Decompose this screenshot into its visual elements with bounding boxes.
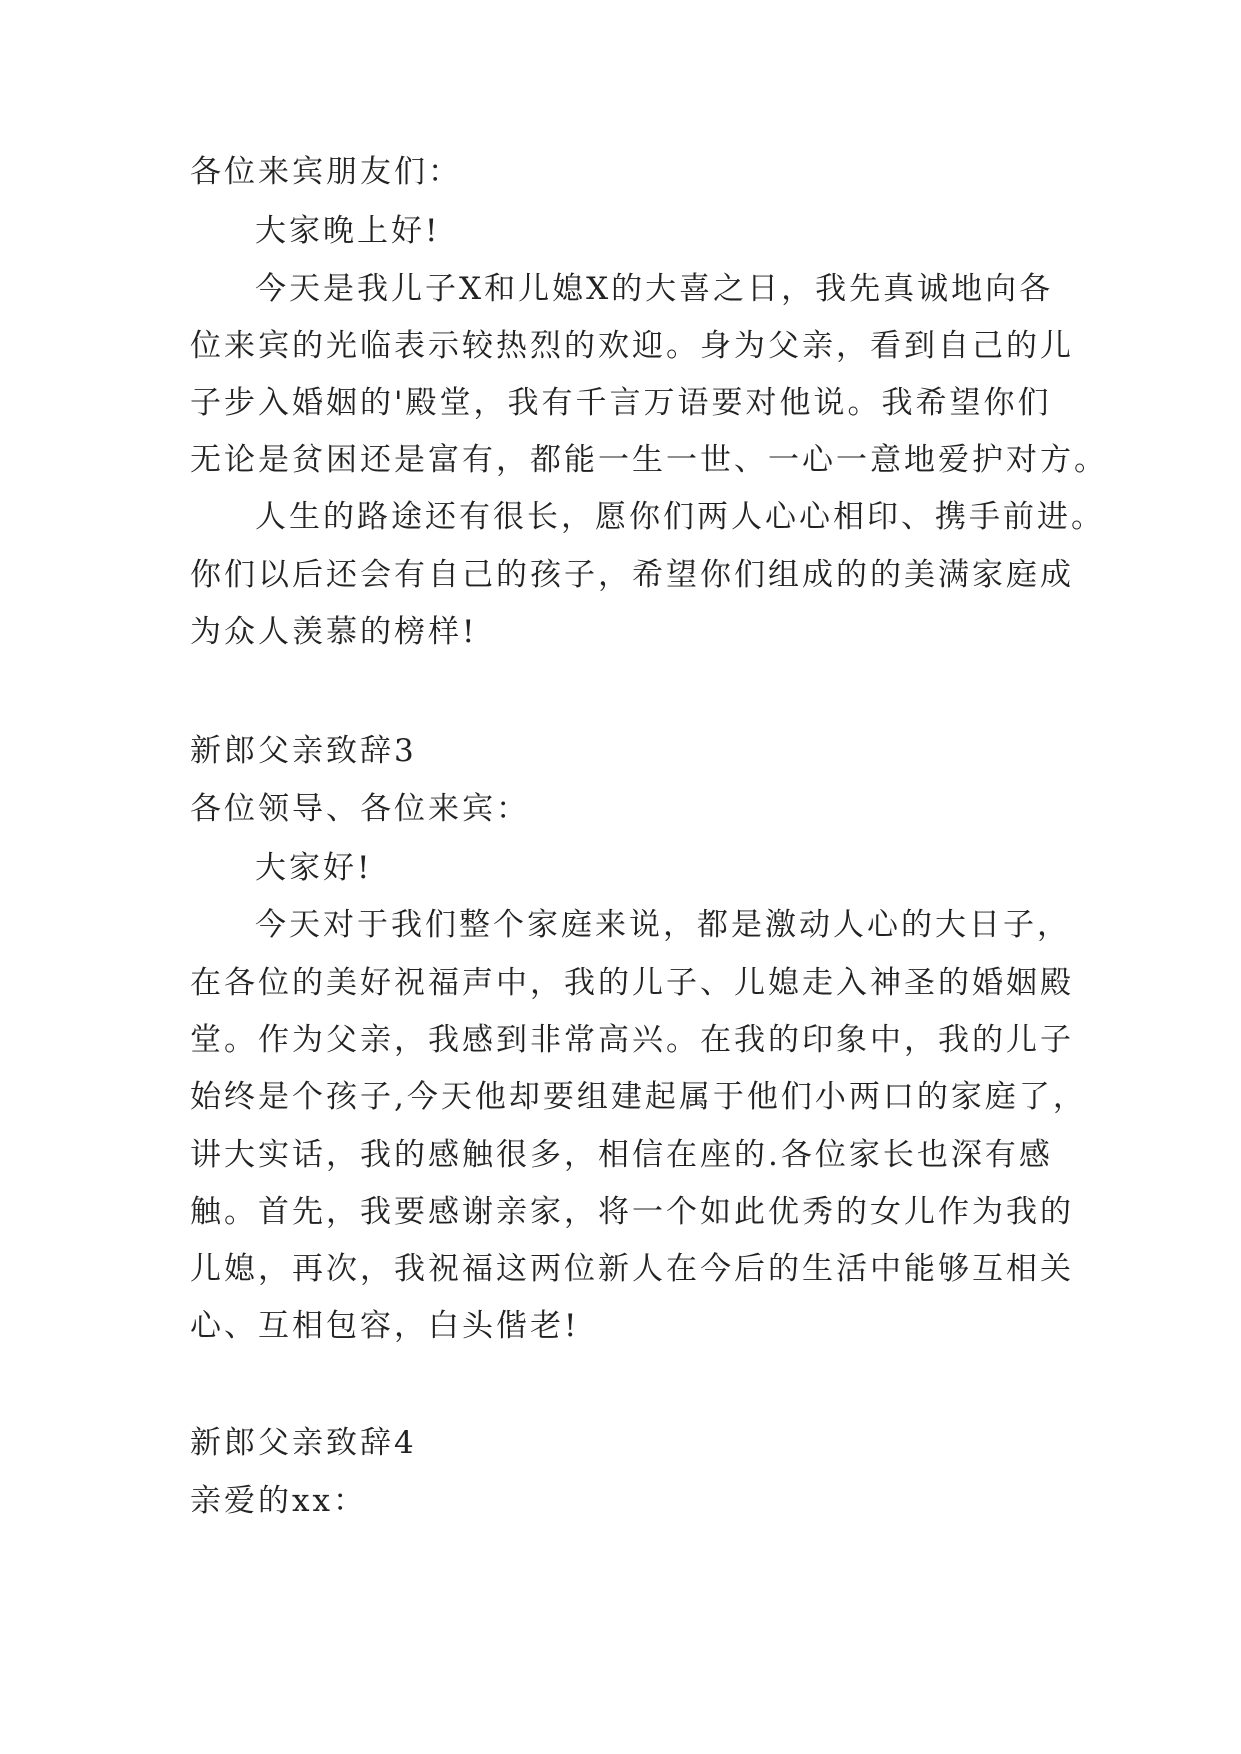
paragraph-line: 为众人羡慕的榜样!	[190, 614, 478, 650]
salutation-3: 亲爱的xx：	[190, 1483, 367, 1519]
salutation-2: 各位领导、各位来宾：	[190, 791, 530, 827]
paragraph-line: 位来宾的光临表示较热烈的欢迎。身为父亲，看到自己的儿	[190, 328, 1074, 364]
paragraph-line: 无论是贫困还是富有，都能一生一世、一心一意地爱护对方。	[190, 442, 1108, 478]
section-title-4: 新郎父亲致辞4	[190, 1425, 417, 1461]
greeting-2: 大家好!	[255, 850, 373, 886]
section-title-3: 新郎父亲致辞3	[190, 733, 417, 769]
paragraph-line: 堂。作为父亲，我感到非常高兴。在我的印象中，我的儿子	[190, 1022, 1074, 1058]
paragraph-line: 今天是我儿子X和儿媳X的大喜之日，我先真诚地向各	[255, 271, 1054, 307]
greeting-1: 大家晚上好!	[255, 213, 441, 249]
paragraph-line: 始终是个孩子,今天他却要组建起属于他们小两口的家庭了，	[190, 1079, 1087, 1115]
paragraph-line: 心、互相包容，白头偕老!	[190, 1308, 580, 1344]
paragraph-line: 子步入婚姻的'殿堂，我有千言万语要对他说。我希望你们	[190, 385, 1052, 421]
paragraph-line: 人生的路途还有很长，愿你们两人心心相印、携手前进。	[255, 499, 1105, 535]
paragraph-line: 你们以后还会有自己的孩子，希望你们组成的的美满家庭成	[190, 557, 1074, 593]
paragraph-line: 在各位的美好祝福声中，我的儿子、儿媳走入神圣的婚姻殿	[190, 965, 1074, 1001]
paragraph-line: 今天对于我们整个家庭来说，都是激动人心的大日子，	[255, 907, 1071, 943]
paragraph-line: 讲大实话，我的感触很多，相信在座的.各位家长也深有感	[190, 1137, 1053, 1173]
salutation-1: 各位来宾朋友们：	[190, 154, 462, 190]
paragraph-line: 儿媳，再次，我祝福这两位新人在今后的生活中能够互相关	[190, 1251, 1074, 1287]
paragraph-line: 触。首先，我要感谢亲家，将一个如此优秀的女儿作为我的	[190, 1194, 1074, 1230]
